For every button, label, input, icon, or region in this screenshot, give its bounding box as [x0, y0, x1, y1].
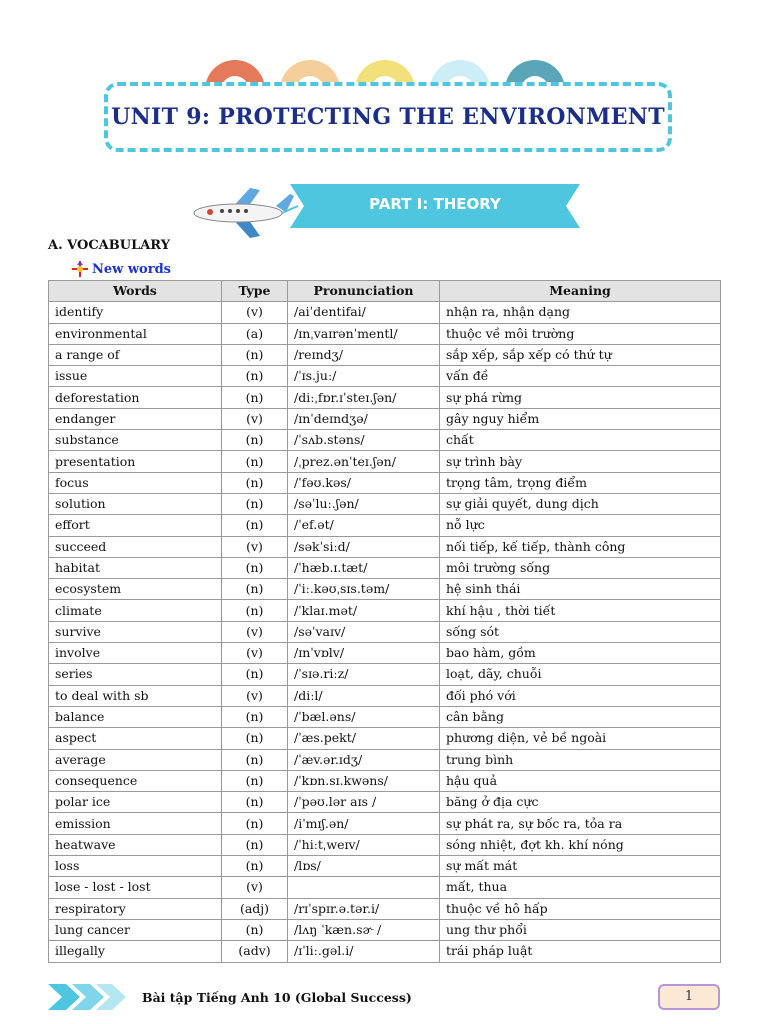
airplane-icon [190, 184, 300, 240]
cell-type: (n) [222, 430, 288, 451]
table-row [49, 323, 721, 344]
cell-word: loss [49, 856, 222, 877]
cell-type: (v) [222, 621, 288, 642]
cell-word: effort [49, 515, 222, 536]
cell-pronunciation: /ˈef.ət/ [288, 515, 440, 536]
table-row [49, 919, 721, 940]
cell-pronunciation: /lɒs/ [288, 856, 440, 877]
cell-meaning: đối phó với [440, 685, 721, 706]
cell-pronunciation: /ˈfəʊ.kəs/ [288, 472, 440, 493]
cell-type: (adj) [222, 898, 288, 919]
cell-word: polar ice [49, 792, 222, 813]
cell-type: (n) [222, 792, 288, 813]
cell-type: (n) [222, 706, 288, 727]
cell-type: (n) [222, 728, 288, 749]
cell-word: lung cancer [49, 919, 222, 940]
cell-word: solution [49, 493, 222, 514]
cell-type: (n) [222, 493, 288, 514]
cell-pronunciation: /ˈkɒn.sɪ.kwəns/ [288, 770, 440, 791]
cell-meaning: nỗ lực [440, 515, 721, 536]
cell-type: (v) [222, 536, 288, 557]
cell-pronunciation: /ɪnˌvaɪrənˈmentl/ [288, 323, 440, 344]
table-row [49, 813, 721, 834]
cell-type: (n) [222, 919, 288, 940]
cell-word: balance [49, 706, 222, 727]
cell-type: (adv) [222, 941, 288, 962]
cell-word: survive [49, 621, 222, 642]
table-row [49, 493, 721, 514]
cell-word: a range of [49, 344, 222, 365]
cell-word: succeed [49, 536, 222, 557]
cell-meaning: hậu quả [440, 770, 721, 791]
cell-type: (a) [222, 323, 288, 344]
cell-meaning: băng ở địa cực [440, 792, 721, 813]
cell-type: (n) [222, 387, 288, 408]
cell-pronunciation: /səkˈsiːd/ [288, 536, 440, 557]
cell-word: identify [49, 302, 222, 323]
table-row [49, 408, 721, 429]
vocabulary-table [48, 280, 721, 963]
cell-pronunciation: /iˈmɪʃ.ən/ [288, 813, 440, 834]
cell-word: issue [49, 366, 222, 387]
cell-pronunciation: /ˌprez.ənˈteɪ.ʃən/ [288, 451, 440, 472]
cell-word: environmental [49, 323, 222, 344]
table-row [49, 387, 721, 408]
cell-meaning: bao hàm, gồm [440, 643, 721, 664]
cell-pronunciation: /diːˌfɒr.ɪˈsteɪ.ʃən/ [288, 387, 440, 408]
table-row [49, 302, 721, 323]
cell-meaning: gây nguy hiểm [440, 408, 721, 429]
cell-meaning: phương diện, vẻ bề ngoài [440, 728, 721, 749]
table-row [49, 472, 721, 493]
cell-meaning: ung thư phổi [440, 919, 721, 940]
table-row [49, 451, 721, 472]
cell-word: consequence [49, 770, 222, 791]
cell-type: (n) [222, 749, 288, 770]
table-row [49, 770, 721, 791]
cell-type: (n) [222, 451, 288, 472]
table-row [49, 749, 721, 770]
cell-word: series [49, 664, 222, 685]
table-row [49, 792, 721, 813]
cell-pronunciation: /ˈhæb.ɪ.tæt/ [288, 557, 440, 578]
footer-book-title: Bài tập Tiếng Anh 10 (Global Success) [142, 990, 412, 1005]
cell-word: ecosystem [49, 579, 222, 600]
part-label: PART I: THEORY [369, 195, 501, 213]
cell-pronunciation: /səˈluː.ʃən/ [288, 493, 440, 514]
page-number: 1 [658, 984, 720, 1010]
header-type: Type [222, 281, 288, 302]
cell-meaning: trái pháp luật [440, 941, 721, 962]
header-meaning: Meaning [440, 281, 721, 302]
cell-meaning: trọng tâm, trọng điểm [440, 472, 721, 493]
cell-word: aspect [49, 728, 222, 749]
cell-meaning: nhận ra, nhận dạng [440, 302, 721, 323]
cell-meaning: sự trình bày [440, 451, 721, 472]
cell-type: (n) [222, 515, 288, 536]
cell-type: (n) [222, 366, 288, 387]
title-box [104, 82, 672, 152]
cell-pronunciation: /lʌŋ ˈkæn.sɚ / [288, 919, 440, 940]
cell-meaning: vấn đề [440, 366, 721, 387]
cell-pronunciation: /ˈiː.kəʊˌsɪs.təm/ [288, 579, 440, 600]
cell-type: (n) [222, 600, 288, 621]
table-row [49, 706, 721, 727]
table-row [49, 621, 721, 642]
cell-type: (n) [222, 856, 288, 877]
cell-pronunciation: /reɪndʒ/ [288, 344, 440, 365]
cell-word: illegally [49, 941, 222, 962]
cell-word: focus [49, 472, 222, 493]
section-heading: A. VOCABULARY [48, 238, 170, 253]
cell-pronunciation: /səˈvaɪv/ [288, 621, 440, 642]
cell-pronunciation: /diːl/ [288, 685, 440, 706]
cell-type: (n) [222, 557, 288, 578]
cell-word: endanger [49, 408, 222, 429]
cell-word: substance [49, 430, 222, 451]
header-pronunciation: Pronunciation [288, 281, 440, 302]
cell-type: (v) [222, 643, 288, 664]
table-row [49, 877, 721, 898]
cell-type: (n) [222, 579, 288, 600]
cell-word: respiratory [49, 898, 222, 919]
cell-meaning: sự mất mát [440, 856, 721, 877]
cell-type: (v) [222, 302, 288, 323]
page-title: UNIT 9: PROTECTING THE ENVIRONMENT [111, 104, 665, 130]
cell-meaning: sắp xếp, sắp xếp có thứ tự [440, 344, 721, 365]
table-row [49, 941, 721, 962]
table-row [49, 344, 721, 365]
cell-word: habitat [49, 557, 222, 578]
cell-type: (v) [222, 408, 288, 429]
table-header-row [49, 281, 721, 302]
cell-word: climate [49, 600, 222, 621]
cell-meaning: thuộc về hô hấp [440, 898, 721, 919]
table-row [49, 834, 721, 855]
cell-meaning: sự phát ra, sự bốc ra, tỏa ra [440, 813, 721, 834]
cell-word: lose - lost - lost [49, 877, 222, 898]
table-row [49, 685, 721, 706]
cell-pronunciation: /ˈɪs.juː/ [288, 366, 440, 387]
cell-meaning: trung bình [440, 749, 721, 770]
cell-meaning: sự phá rừng [440, 387, 721, 408]
cell-pronunciation: /rɪˈspɪr.ə.tər.i/ [288, 898, 440, 919]
cell-type: (n) [222, 472, 288, 493]
cell-meaning: cân bằng [440, 706, 721, 727]
table-row [49, 579, 721, 600]
cell-word: emission [49, 813, 222, 834]
cell-word: heatwave [49, 834, 222, 855]
cell-pronunciation: /ˈsʌb.stəns/ [288, 430, 440, 451]
table-row [49, 728, 721, 749]
cell-pronunciation: /ˈæv.ər.ɪdʒ/ [288, 749, 440, 770]
cell-type: (v) [222, 877, 288, 898]
cell-pronunciation [288, 877, 440, 898]
cell-meaning: nối tiếp, kế tiếp, thành công [440, 536, 721, 557]
table-row [49, 430, 721, 451]
cell-meaning: chất [440, 430, 721, 451]
table-row [49, 366, 721, 387]
pushpin-icon [72, 261, 88, 277]
cell-meaning: sự giải quyết, dung dịch [440, 493, 721, 514]
cell-meaning: môi trường sống [440, 557, 721, 578]
cell-pronunciation: /ˈsɪə.riːz/ [288, 664, 440, 685]
cell-type: (n) [222, 344, 288, 365]
table-row [49, 600, 721, 621]
subsection-heading [72, 261, 171, 277]
table-row [49, 515, 721, 536]
cell-type: (n) [222, 770, 288, 791]
table-row [49, 643, 721, 664]
table-row [49, 664, 721, 685]
cell-type: (n) [222, 813, 288, 834]
cell-pronunciation: /aiˈdentifai/ [288, 302, 440, 323]
cell-type: (v) [222, 685, 288, 706]
cell-pronunciation: /ˈhiːtˌweɪv/ [288, 834, 440, 855]
cell-pronunciation: /ɪˈliː.gəl.i/ [288, 941, 440, 962]
table-row [49, 557, 721, 578]
cell-word: deforestation [49, 387, 222, 408]
cell-type: (n) [222, 664, 288, 685]
table-row [49, 856, 721, 877]
cell-meaning: hệ sinh thái [440, 579, 721, 600]
cell-meaning: sóng nhiệt, đợt kh. khí nóng [440, 834, 721, 855]
cell-word: average [49, 749, 222, 770]
cell-type: (n) [222, 834, 288, 855]
cell-pronunciation: /ɪnˈdeɪndʒə/ [288, 408, 440, 429]
cell-word: presentation [49, 451, 222, 472]
chevron-arrows-icon [48, 982, 128, 1012]
part-banner [290, 184, 580, 228]
table-row [49, 898, 721, 919]
cell-meaning: thuộc về môi trường [440, 323, 721, 344]
cell-meaning: sống sót [440, 621, 721, 642]
cell-word: involve [49, 643, 222, 664]
cell-meaning: loạt, dãy, chuỗi [440, 664, 721, 685]
cell-meaning: mất, thua [440, 877, 721, 898]
cell-pronunciation: /ˈpəʊ.lər aɪs / [288, 792, 440, 813]
table-row [49, 536, 721, 557]
cell-pronunciation: /ˈklaɪ.mət/ [288, 600, 440, 621]
header-words: Words [49, 281, 222, 302]
cell-word: to deal with sb [49, 685, 222, 706]
subsection-label: New words [92, 261, 171, 277]
cell-pronunciation: /ɪnˈvɒlv/ [288, 643, 440, 664]
cell-meaning: khí hậu , thời tiết [440, 600, 721, 621]
cell-pronunciation: /ˈbæl.əns/ [288, 706, 440, 727]
cell-pronunciation: /ˈæs.pekt/ [288, 728, 440, 749]
